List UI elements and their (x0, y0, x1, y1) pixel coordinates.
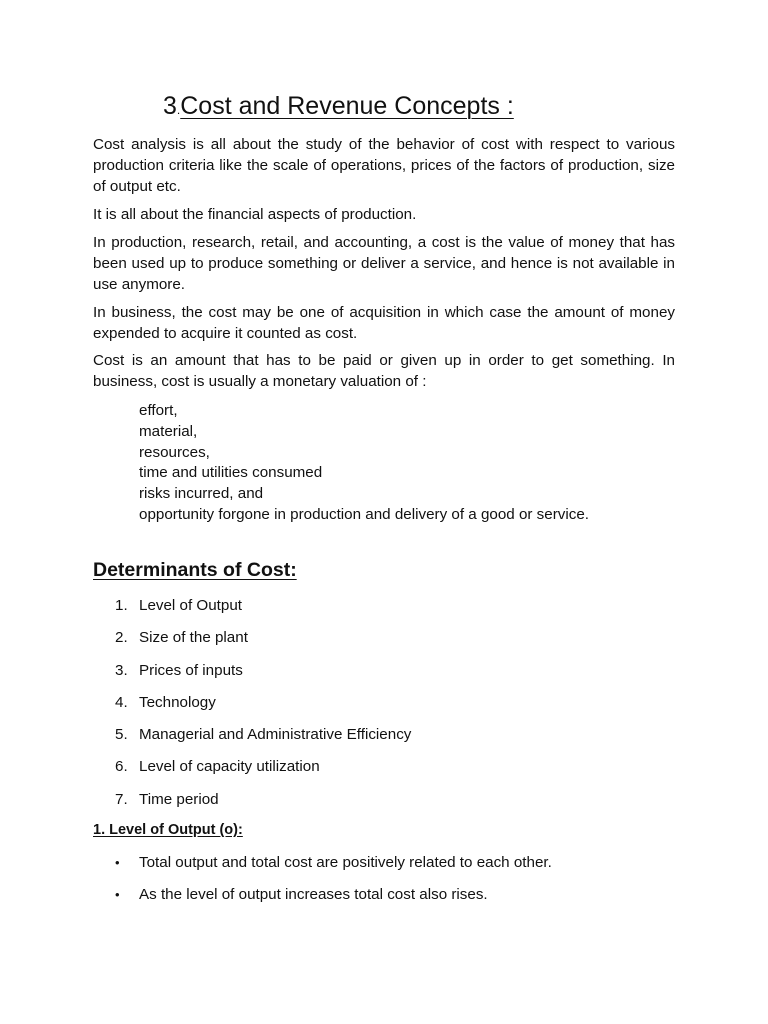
list-item: time and utilities consumed (139, 464, 323, 482)
title-text: Cost and Revenue Concepts : (180, 92, 514, 120)
list-item-number: 7. (115, 790, 128, 808)
list-item-text: Total output and total cost are positively related to each other. (139, 854, 552, 871)
list-item: material, (139, 422, 198, 440)
determinants-heading: Determinants of Cost: (93, 559, 297, 581)
page-title (163, 88, 514, 128)
paragraph-monetary-valuation: Cost is an amount that has to be paid or given up in order to get something. In business, cost is usually a monetary valuation of : (93, 352, 675, 390)
paragraph-acquisition: In business, the cost may be one of acquisition in which case the amount of money expended to acquire it counted as cost. (93, 304, 675, 342)
valuation-list (139, 401, 589, 526)
list-item-text: Technology (139, 693, 216, 711)
list-item-number: 1. (115, 597, 128, 614)
list-item-text: Level of Output (139, 597, 243, 614)
list-item-number: 6. (115, 758, 128, 776)
list-item-number: 4. (115, 693, 128, 711)
list-item-text: Time period (139, 790, 219, 808)
paragraph-cost-definition: In production, research, retail, and accounting, a cost is the value of money that has been used up to produce something or deliver a service, and hence is not available in use anymore. (93, 234, 675, 293)
list-item-text: Prices of inputs (139, 661, 243, 679)
bullet-icon: • (115, 887, 120, 902)
bullet-icon: • (115, 855, 120, 870)
level-of-output-heading: 1. Level of Output (o): (93, 822, 243, 838)
list-item-number: 5. (115, 726, 128, 744)
paragraph-financial-aspects: It is all about the financial aspects of production. (93, 206, 417, 223)
list-item-text: As the level of output increases total cost also rises. (139, 886, 488, 903)
list-item-text: Size of the plant (139, 629, 248, 647)
list-item-text: Managerial and Administrative Efficiency (139, 726, 412, 744)
paragraph-cost-analysis: Cost analysis is all about the study of the behavior of cost with respect to various production criteria like the scale of operations, prices of the factors of production, size of output etc. (93, 136, 675, 195)
list-item-number: 3. (115, 661, 128, 679)
title-number: 3 (163, 92, 177, 120)
list-item-text: Level of capacity utilization (139, 758, 320, 776)
title-dot: . (176, 103, 181, 117)
list-item: risks incurred, and (139, 485, 264, 503)
list-item-number: 2. (115, 629, 128, 647)
list-item: resources, (139, 443, 210, 461)
list-item: opportunity forgone in production and delivery of a good or service. (139, 505, 589, 523)
list-item: effort, (139, 402, 178, 419)
